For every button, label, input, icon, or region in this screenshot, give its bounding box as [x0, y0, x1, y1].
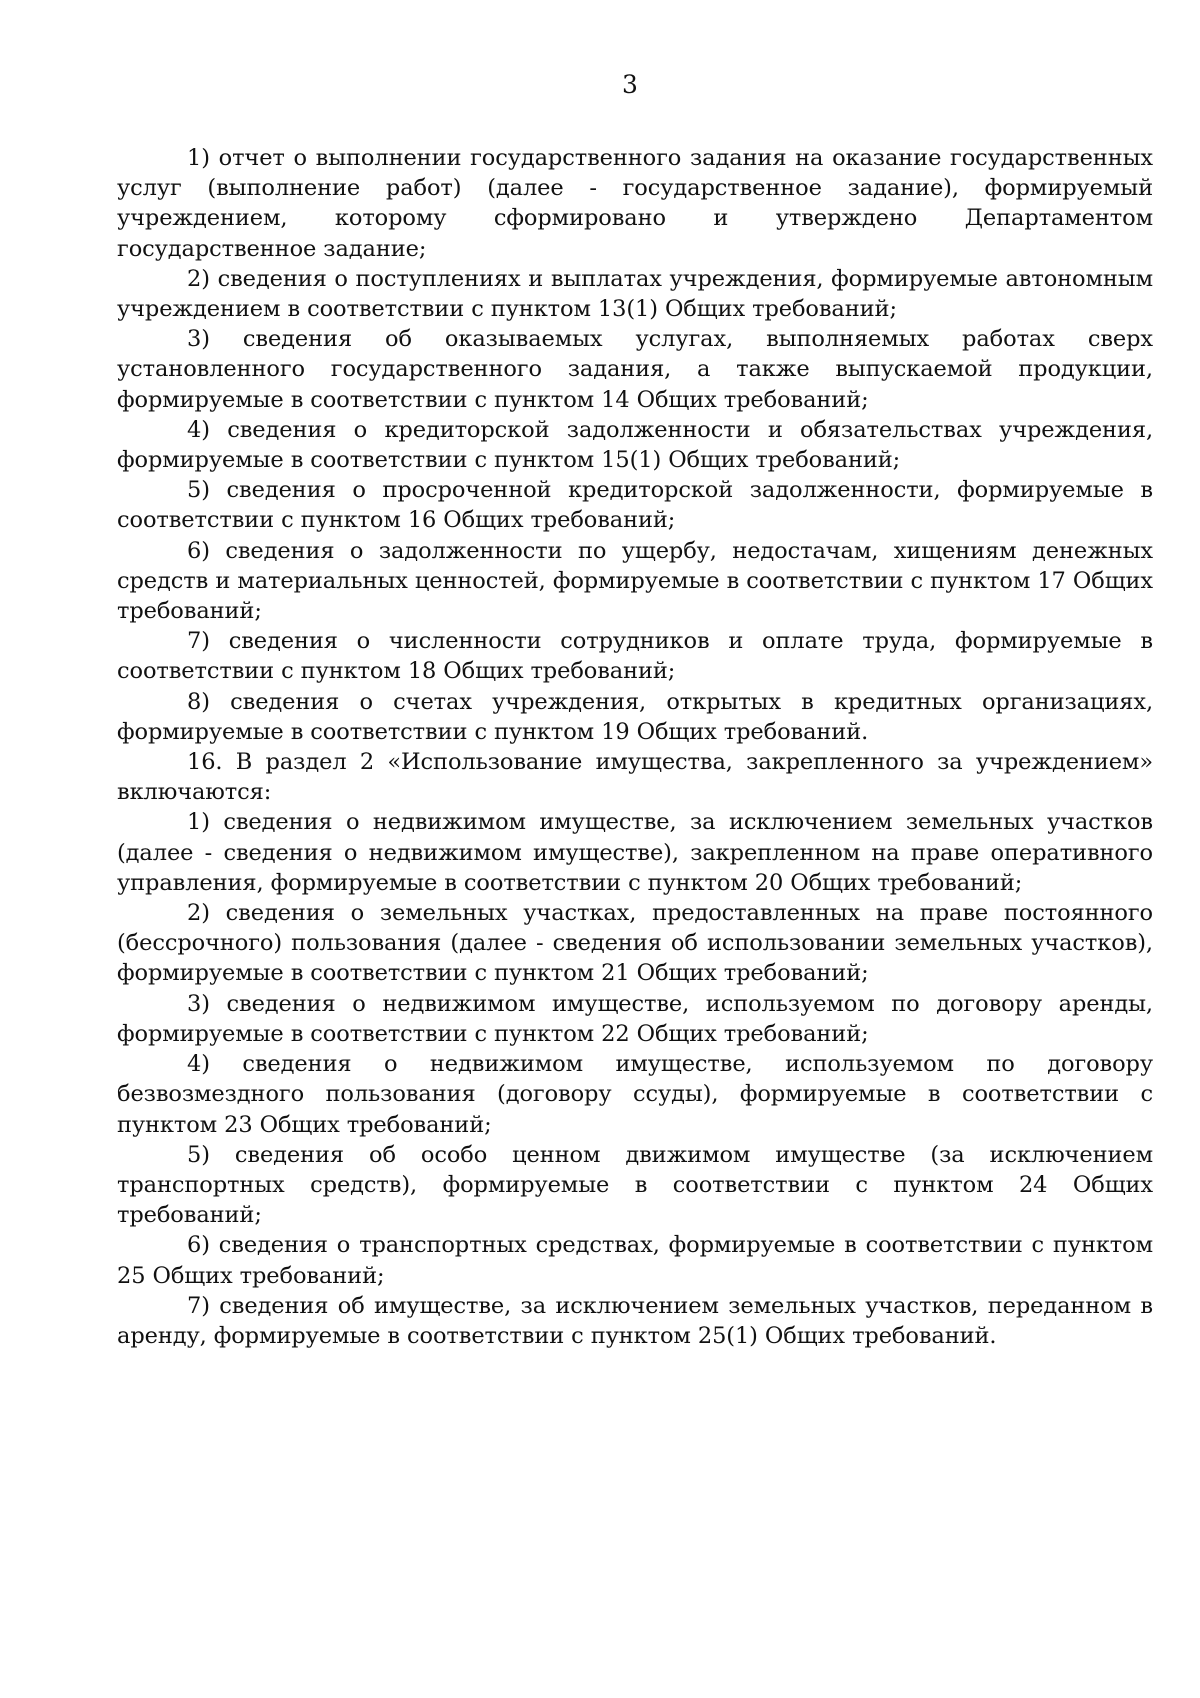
paragraph: 1) сведения о недвижимом имуществе, за исключением земельных участков (далее - сведения о недвижимом имуществе), закрепленном на праве оперативного управления, формируемые в соответствии с пунктом 20 Общих требований; [117, 809, 1153, 896]
paragraph: 5) сведения об особо ценном движимом имуществе (за исключением транспортных средств), формируемые в соответствии с пунктом 24 Общих требований; [117, 1141, 1153, 1229]
paragraph: 6) сведения о транспортных средствах, формируемые в соответствии с пунктом 25 Общих требований; [117, 1232, 1153, 1289]
paragraph: 5) сведения о просроченной кредиторской задолженности, формируемые в соответствии с пунктом 16 Общих требований; [117, 477, 1153, 534]
section-heading-paragraph: 16. В раздел 2 «Использование имущества, закрепленного за учреждением» включаются: [117, 749, 1153, 806]
paragraph: 6) сведения о задолженности по ущербу, недостачам, хищениям денежных средств и материальных ценностей, формируемые в соответствии с пунктом 17 Общих требований; [117, 537, 1153, 625]
paragraph: 3) сведения о недвижимом имуществе, используемом по договору аренды, формируемые в соответствии с пунктом 22 Общих требований; [117, 990, 1153, 1047]
paragraph: 2) сведения о земельных участках, предоставленных на праве постоянного (бессрочного) пользования (далее - сведения об использовании земельных участков), формируемые в соответствии с пунктом 21 Общих требований; [117, 900, 1153, 987]
document-body [117, 143, 1153, 1351]
paragraph: 7) сведения об имуществе, за исключением земельных участков, переданном в аренду, формируемые в соответствии с пунктом 25(1) Общих требований. [117, 1292, 1153, 1349]
paragraph: 4) сведения о кредиторской задолженности и обязательствах учреждения, формируемые в соответствии с пунктом 15(1) Общих требований; [117, 416, 1153, 474]
paragraph: 7) сведения о численности сотрудников и оплате труда, формируемые в соответствии с пунктом 18 Общих требований; [117, 628, 1153, 685]
paragraph: 8) сведения о счетах учреждения, открытых в кредитных организациях, формируемые в соответствии с пунктом 19 Общих требований. [117, 688, 1153, 745]
paragraph: 1) отчет о выполнении государственного задания на оказание государственных услуг (выполнение работ) (далее - государственное задание), формируемый учреждением, которому сформировано и утверждено Департаментом государственное задание; [117, 145, 1153, 262]
page-number: 3 [622, 70, 638, 99]
paragraph: 2) сведения о поступлениях и выплатах учреждения, формируемые автономным учреждением в соответствии с пунктом 13(1) Общих требований; [117, 265, 1153, 323]
paragraph: 4) сведения о недвижимом имуществе, используемом по договору безвозмездного пользования (договору ссуды), формируемые в соответствии с пунктом 23 Общих требований; [117, 1051, 1153, 1138]
paragraph: 3) сведения об оказываемых услугах, выполняемых работах сверх установленного государственного задания, а также выпускаемой продукции, формируемые в соответствии с пунктом 14 Общих требований; [117, 326, 1153, 413]
